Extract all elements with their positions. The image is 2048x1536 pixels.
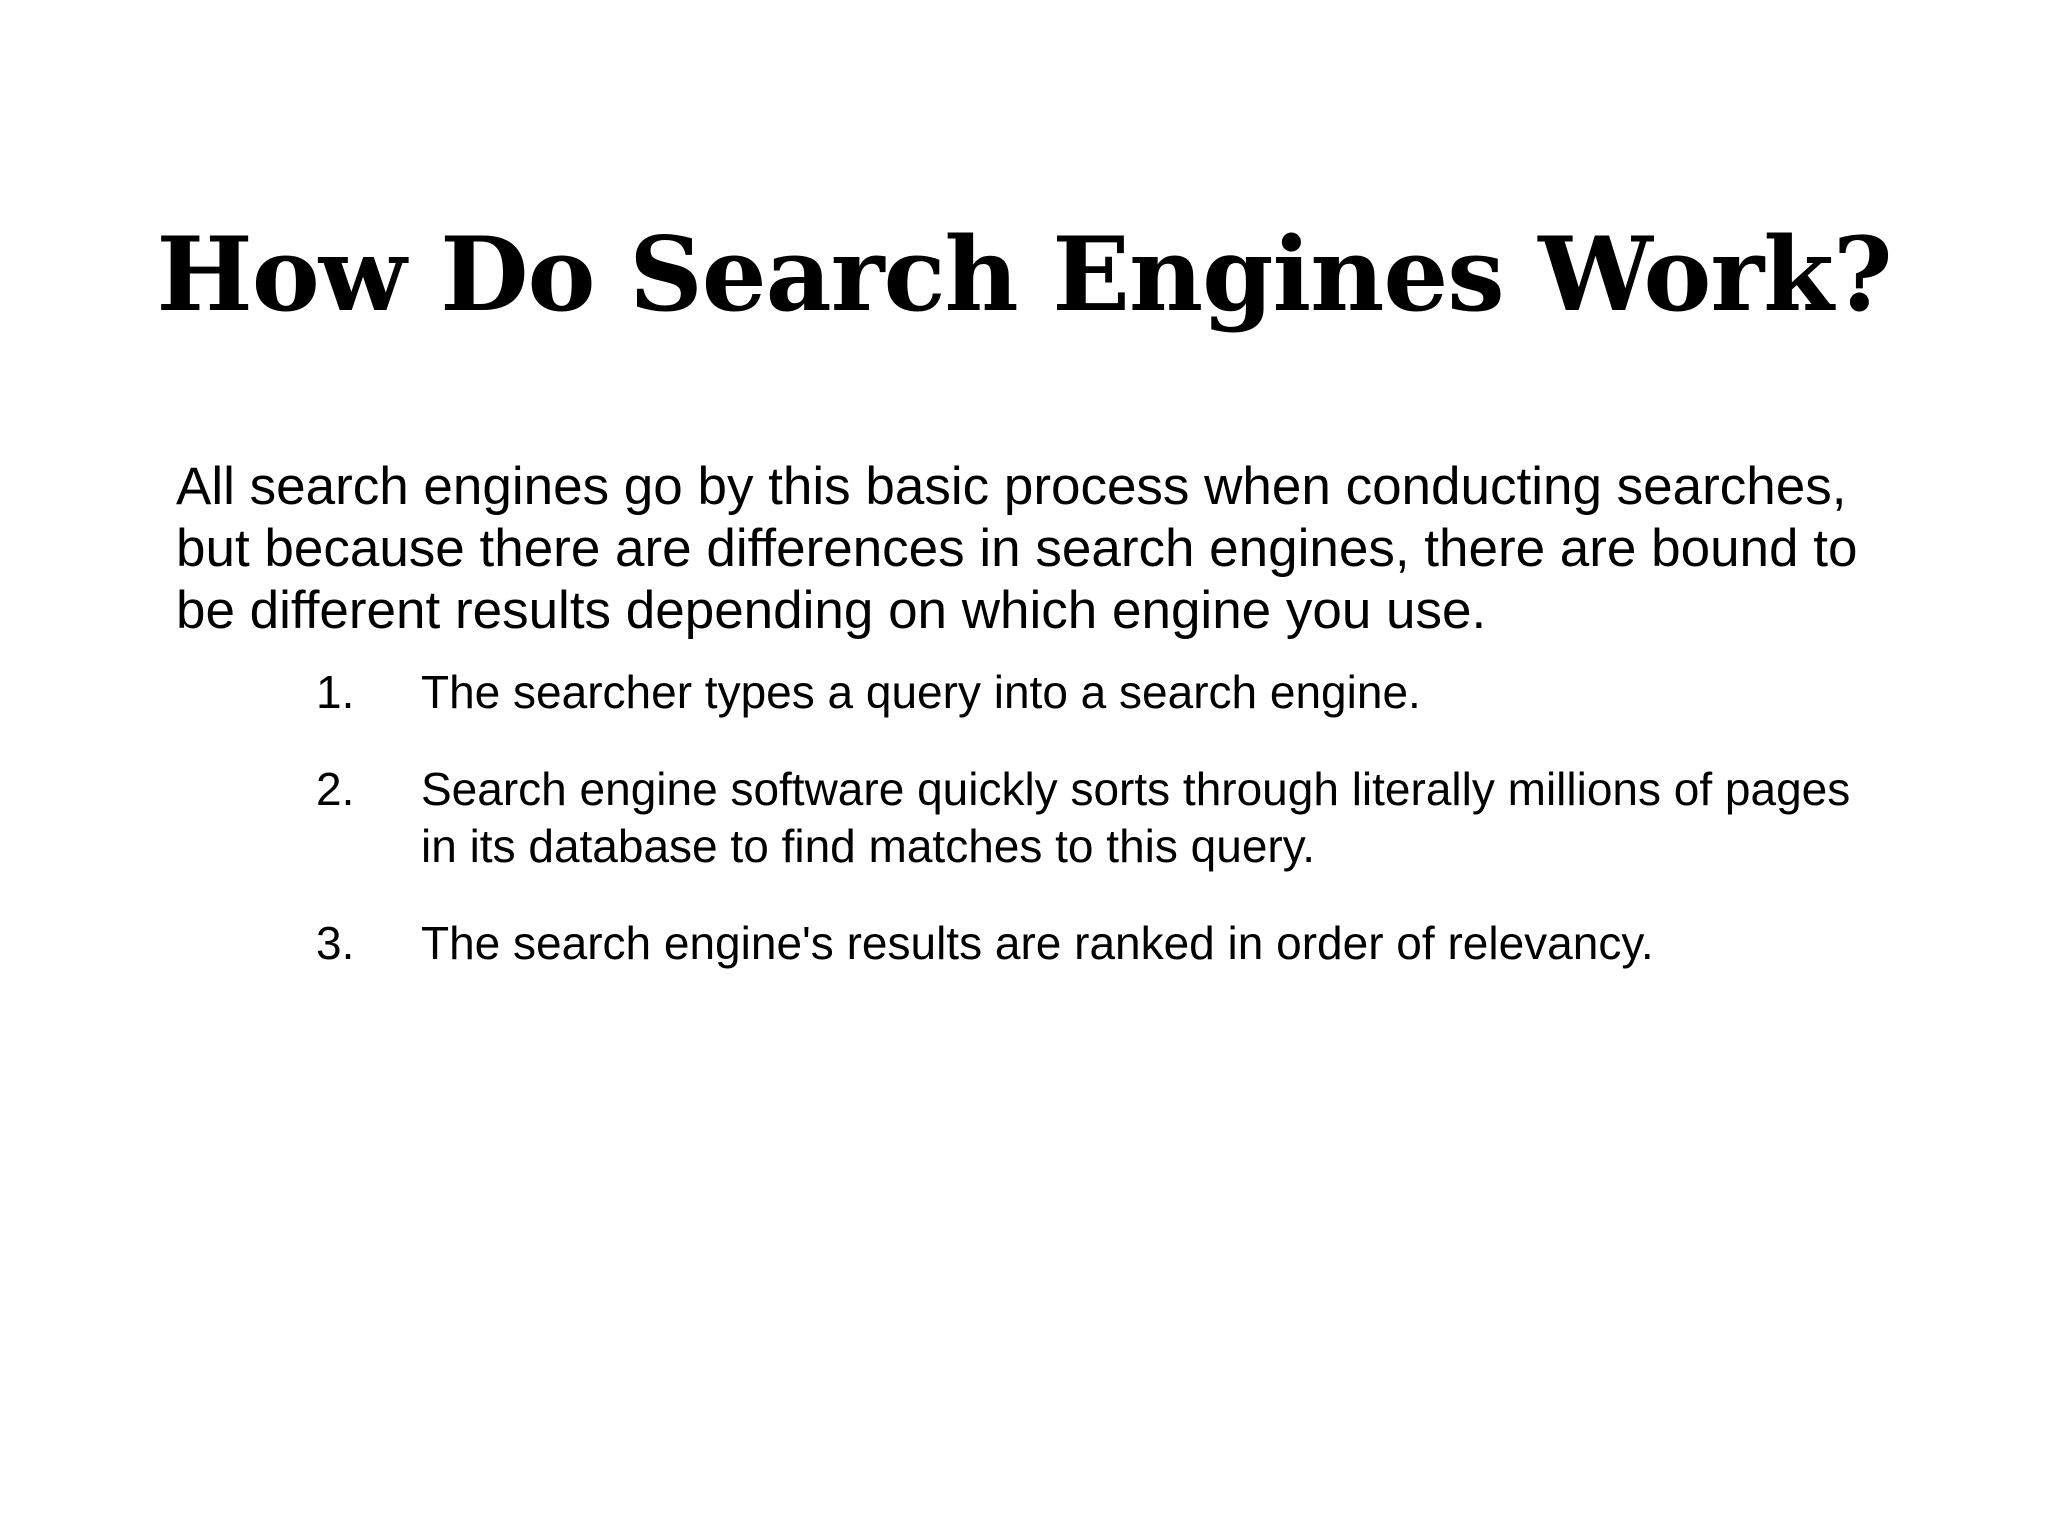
list-item-text: Search engine software quickly sorts through literally millions of pages in its database to find matches to this query. — [421, 763, 1851, 872]
list-item — [176, 915, 1876, 972]
list-item-number: 2. — [316, 763, 355, 815]
list-item — [176, 664, 1876, 721]
list-item — [176, 761, 1876, 875]
slide-title: How Do Search Engines Work? — [156, 215, 1892, 335]
slide-body — [176, 456, 1876, 1012]
list-item-number: 3. — [316, 917, 355, 969]
list-item-number: 1. — [316, 666, 355, 718]
list-item-text: The search engine's results are ranked in order of relevancy. — [421, 917, 1654, 969]
list-item-text: The searcher types a query into a search engine. — [421, 666, 1421, 718]
process-steps-list — [176, 664, 1876, 972]
intro-paragraph: All search engines go by this basic process when conducting searches, but because there are differences in search engines, there are bound to be different results depending on which engine you use. — [176, 457, 1858, 640]
